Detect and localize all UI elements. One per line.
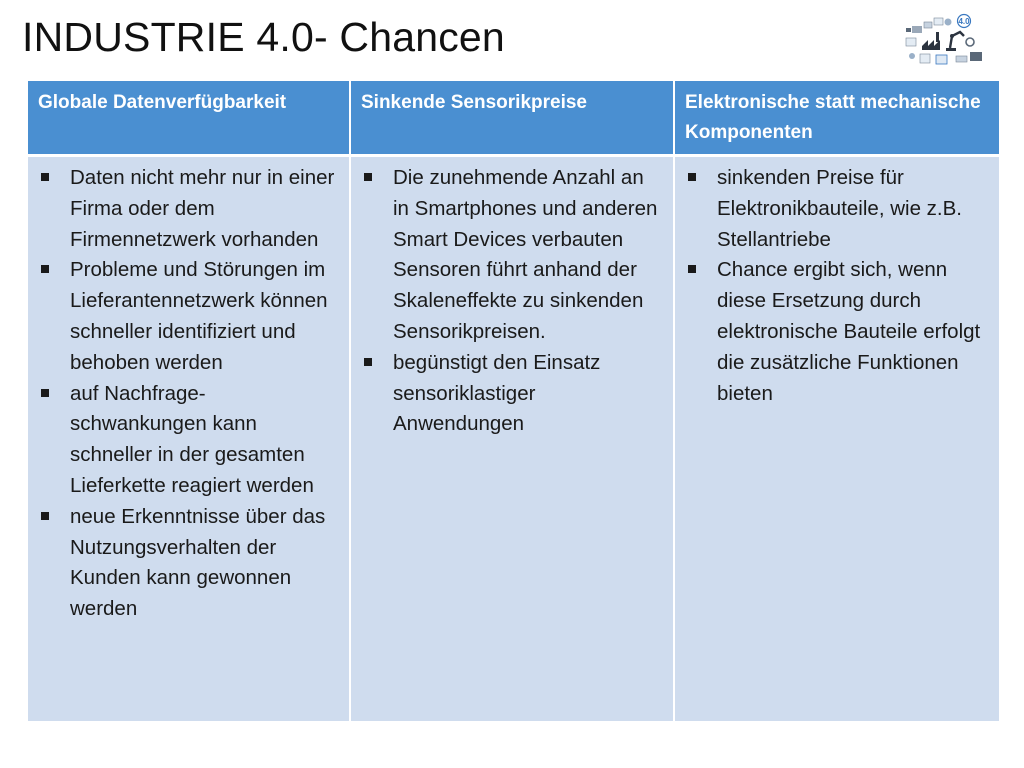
square-bullet-icon [364,173,372,181]
column-header: Sinkende Sensorikpreise [351,81,675,157]
table-row [28,157,999,721]
list-item-text: neue Erkenntnisse über das Nutzungsverhalten der Kunden kann gewonnen werden [70,504,326,621]
column-header: Globale Datenverfügbarkeit [28,81,351,157]
list-item [685,255,991,409]
bullet-list [685,163,991,409]
bullet-list [38,163,341,625]
list-item-text: Chance ergibt sich, wenn diese Ersetzung durch elektronische Bauteile erfolgt die zusätzliche Funktionen bieten [717,258,981,405]
list-item [685,163,991,255]
square-bullet-icon [41,512,49,520]
table-header-row [28,81,999,157]
list-item-text: auf Nachfrage-schwankungen kann schneller in der gesamten Lieferkette reagiert werden [70,381,314,497]
square-bullet-icon [364,358,372,366]
table-cell [28,157,351,721]
bullet-list [361,163,665,440]
table-cell [675,157,999,721]
square-bullet-icon [41,265,49,273]
column-header: Elektronische statt mechanische Komponenten [675,81,999,157]
table-cell [351,157,675,721]
list-item [38,502,341,625]
list-item-text: Daten nicht mehr nur in einer Firma oder dem Firmennetzwerk vorhanden [70,166,335,251]
list-item [38,163,341,255]
list-item-text: begünstigt den Einsatz sensoriklastiger Anwendungen [393,350,601,436]
square-bullet-icon [41,173,49,181]
opportunities-table [28,81,999,721]
list-item-text: Probleme und Störungen im Lieferantennetzwerk können schneller identifiziert und behoben werden [70,258,328,374]
list-item [38,255,341,378]
list-item-text: Die zunehmende Anzahl an in Smartphones und anderen Smart Devices verbauten Sensoren führt anhand der Skaleneffekte zu sinkenden Sensorikpreisen. [393,166,658,343]
square-bullet-icon [688,265,696,273]
list-item-text: sinkenden Preise für Elektronikbauteile, wie z.B. Stellantriebe [717,166,962,251]
slide-title: INDUSTRIE 4.0- Chancen [22,14,505,60]
square-bullet-icon [688,173,696,181]
industry-4-0-logo-icon [900,12,988,68]
list-item [361,163,665,348]
list-item [361,348,665,440]
list-item [38,379,341,502]
svg-text:4.0: 4.0 [958,17,970,26]
square-bullet-icon [41,389,49,397]
